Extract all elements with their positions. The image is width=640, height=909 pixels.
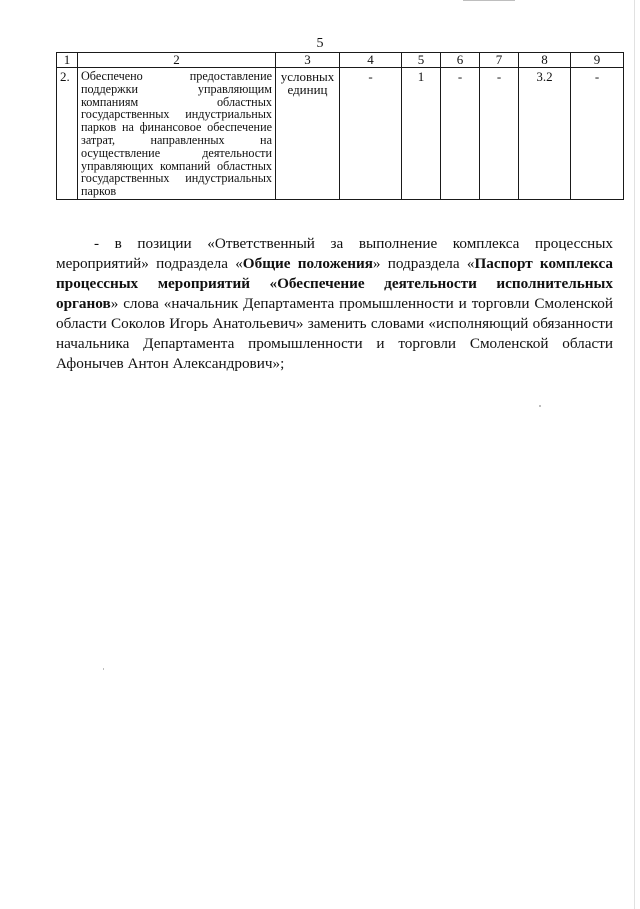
- column-header: 4: [340, 53, 402, 68]
- scan-artifact: [103, 668, 104, 670]
- unit-cell: условных единиц: [276, 68, 340, 200]
- column-header: 3: [276, 53, 340, 68]
- value-cell: -: [340, 68, 402, 200]
- scan-artifact: [634, 0, 635, 909]
- value-cell: 1: [402, 68, 441, 200]
- data-table: [56, 52, 624, 200]
- amendment-text: » слова «начальник Департамента промышленности и торговли Смоленской области Соколов Игорь Анатольевич» заменить словами «исполняющий обязанности начальника Департамента промышленности и торговли Смоленской области Афонычев Антон Александрович»;: [56, 295, 613, 372]
- column-header: 7: [480, 53, 519, 68]
- value-cell: 3.2: [519, 68, 571, 200]
- amendment-text: - в позиции «Ответственный за выполнение комплекса процессных мероприятий» подраздела «: [56, 235, 613, 272]
- column-header: 2: [78, 53, 276, 68]
- amendment-paragraph: [56, 234, 613, 374]
- column-header: 1: [57, 53, 78, 68]
- row-number-cell: 2.: [57, 68, 78, 200]
- table-row: [57, 68, 624, 200]
- column-header: 5: [402, 53, 441, 68]
- description-cell: Обеспечено предоставление поддержки управляющим компаниям областных государственных индустриальных парков на финансовое обеспечение затрат, направленных на осуществление деятельности управляющих компаний областных государственных индустриальных парков: [78, 68, 276, 200]
- scan-artifact: [463, 0, 515, 1]
- column-header: 6: [441, 53, 480, 68]
- column-header: 9: [571, 53, 624, 68]
- value-cell: -: [441, 68, 480, 200]
- amendment-bold-text: Общие положения: [242, 255, 373, 272]
- amendment-text: » подраздела «: [372, 255, 475, 272]
- scan-artifact: [539, 405, 541, 407]
- table-header-row: [57, 53, 624, 68]
- value-cell: -: [571, 68, 624, 200]
- column-header: 8: [519, 53, 571, 68]
- amendment-bold-text: Паспорт комплекса процессных мероприятий «Обеспечение деятельности исполнительных органов: [56, 255, 613, 312]
- value-cell: -: [480, 68, 519, 200]
- page-number: 5: [316, 36, 324, 51]
